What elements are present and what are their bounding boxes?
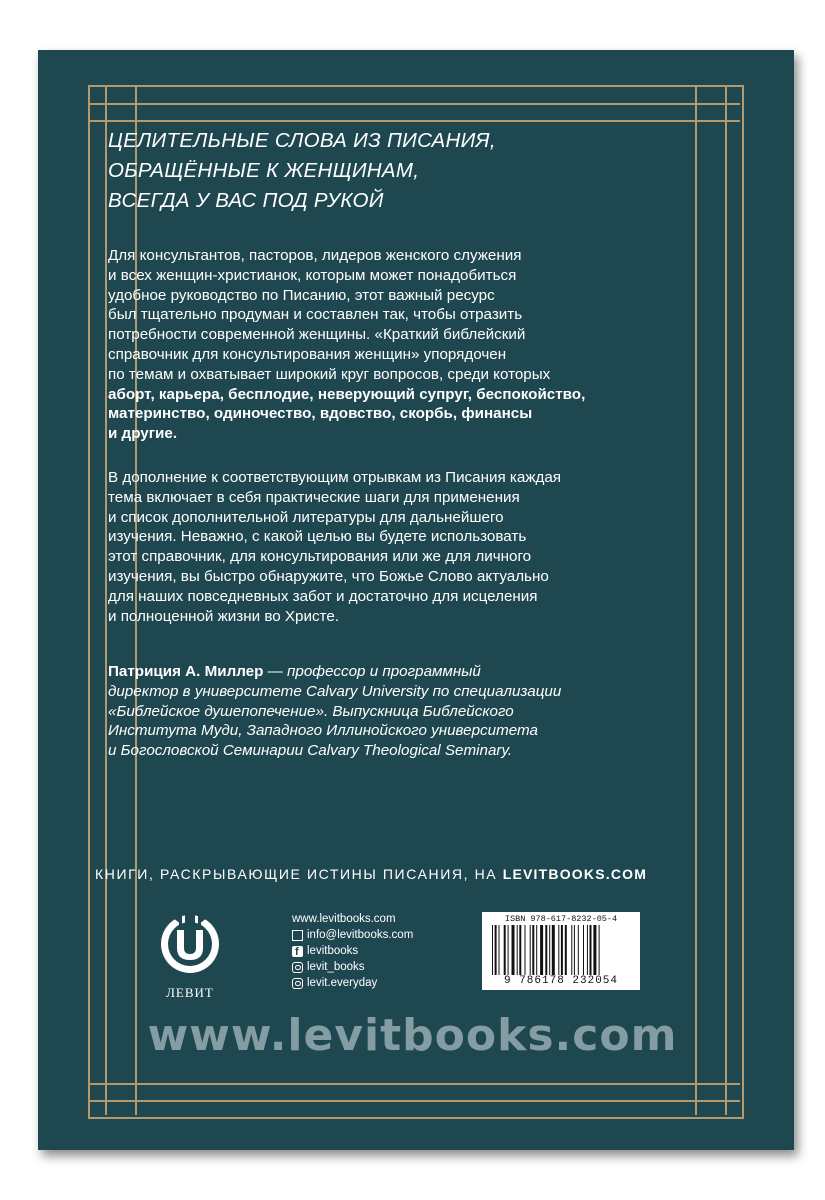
mail-icon xyxy=(292,930,303,941)
paragraph-line: для наших повседневных забот и достаточно для исцеления xyxy=(108,587,538,605)
paragraph-line: В дополнение к соответствующим отрывкам из Писания каждая xyxy=(108,469,562,486)
barcode-bars xyxy=(492,925,632,975)
barcode-bar xyxy=(495,925,497,975)
description-paragraph-2 xyxy=(108,468,668,626)
promo-line xyxy=(95,866,660,882)
paragraph-line: удобное руководство по Писанию, этот важный ресурс xyxy=(108,286,495,304)
barcode-bar xyxy=(571,925,572,975)
barcode-bar xyxy=(590,925,592,975)
barcode-bar xyxy=(565,925,567,975)
instagram-link[interactable]: levit.everyday xyxy=(307,977,378,989)
contact-email-row xyxy=(292,927,413,943)
paragraph-line: по темам и охватывает широкий круг вопросов, среди которых xyxy=(108,365,551,383)
paragraph-line: и всех женщин-христианок, которым может понадобиться xyxy=(108,266,517,284)
barcode-bar xyxy=(593,925,596,975)
paragraph-line: справочник для консультирования женщин» упорядочен xyxy=(108,345,507,363)
facebook-icon xyxy=(292,946,303,957)
barcode-bar xyxy=(492,925,493,975)
barcode-bar xyxy=(540,925,543,975)
tagline-line: ВСЕГДА У ВАС ПОД РУКОЙ xyxy=(108,189,384,212)
paragraph-line: потребности современной женщины. «Краткий библейский xyxy=(108,326,526,344)
paragraph-line: и полноценной жизни во Христе. xyxy=(108,607,340,625)
author-bio xyxy=(108,662,668,761)
topics-line: и другие. xyxy=(108,425,178,443)
isbn-barcode xyxy=(482,912,640,990)
contact-instagram-row xyxy=(292,975,413,991)
isbn-label: ISBN 978-617-8232-05-4 xyxy=(504,914,618,924)
author-bio-line: и Богословской Семинарии Calvary Theological Seminary. xyxy=(108,742,513,760)
barcode-bar xyxy=(545,925,547,975)
isbn-digits: 9 786178 232054 xyxy=(503,975,619,987)
instagram-icon xyxy=(292,962,303,973)
barcode-bar xyxy=(512,925,515,975)
author-name: Патриция А. Миллер xyxy=(108,663,264,680)
contact-instagram-row xyxy=(292,959,413,975)
email-link[interactable]: info@levitbooks.com xyxy=(307,929,414,941)
contact-facebook-row xyxy=(292,943,413,959)
barcode-bar xyxy=(504,925,506,975)
barcode-bar xyxy=(552,925,555,975)
author-bio-line: профессор и программный xyxy=(287,663,481,680)
barcode-bar xyxy=(599,925,600,975)
author-bio-line: директор в университете Calvary University по специализации xyxy=(108,682,562,700)
author-dash: — xyxy=(263,663,288,680)
website-link[interactable]: www.levitbooks.com xyxy=(292,913,396,925)
tagline-line: ОБРАЩЁННЫЕ К ЖЕНЩИНАМ, xyxy=(108,159,420,182)
paragraph-line: был тщательно продуман и составлен так, чтобы отразить xyxy=(108,306,523,324)
contact-website-row xyxy=(292,911,413,927)
barcode-bar xyxy=(508,925,509,975)
watermark: www.levitbooks.com xyxy=(147,1010,678,1061)
paragraph-line: тема включает в себя практические шаги для применения xyxy=(108,488,520,506)
barcode-bar xyxy=(549,925,550,975)
barcode-bar xyxy=(587,925,588,975)
barcode-bar xyxy=(578,925,579,975)
topics-line: материнство, одиночество, вдовство, скорбь, финансы xyxy=(108,405,533,423)
tagline xyxy=(108,126,648,216)
author-bio-line: «Библейское душепопечение». Выпускница Библейского xyxy=(108,702,514,720)
barcode-bar xyxy=(574,925,575,975)
barcode-bar xyxy=(561,925,563,975)
barcode-bar xyxy=(499,925,500,975)
facebook-link[interactable]: levitbooks xyxy=(307,945,359,957)
barcode-bar xyxy=(525,925,526,975)
promo-text: КНИГИ, РАСКРЫВАЮЩИЕ ИСТИНЫ ПИСАНИЯ, НА xyxy=(95,866,503,882)
description-paragraph-1 xyxy=(108,246,668,444)
barcode-bar xyxy=(530,925,531,975)
barcode-bar xyxy=(558,925,559,975)
tagline-line: ЦЕЛИТЕЛЬНЫЕ СЛОВА ИЗ ПИСАНИЯ, xyxy=(108,129,496,152)
paragraph-line: изучения. Неважно, с какой целью вы будете использовать xyxy=(108,528,527,546)
promo-site-link[interactable]: LEVITBOOKS.COM xyxy=(502,866,648,882)
contacts xyxy=(292,911,413,991)
barcode-bar xyxy=(536,925,537,975)
paragraph-line: Для консультантов, пасторов, лидеров женского служения xyxy=(108,247,522,264)
paragraph-line: изучения, вы быстро обнаружите, что Божье Слово актуально xyxy=(108,567,549,585)
barcode-bar xyxy=(519,925,521,975)
paragraph-line: и список дополнительной литературы для дальнейшего xyxy=(108,508,504,526)
barcode-bar xyxy=(583,925,584,975)
instagram-link[interactable]: levit_books xyxy=(307,961,365,973)
paragraph-line: этот справочник, для консультирования или же для личного xyxy=(108,548,532,566)
topics-line: аборт, карьера, бесплодие, неверующий супруг, беспокойство, xyxy=(108,385,586,403)
publisher-name: ЛЕВИТ xyxy=(166,985,214,1000)
instagram-icon xyxy=(292,978,303,989)
author-bio-line: Института Муди, Западного Иллинойского университета xyxy=(108,722,538,740)
barcode-bar xyxy=(532,925,534,975)
barcode-bar xyxy=(517,925,518,975)
